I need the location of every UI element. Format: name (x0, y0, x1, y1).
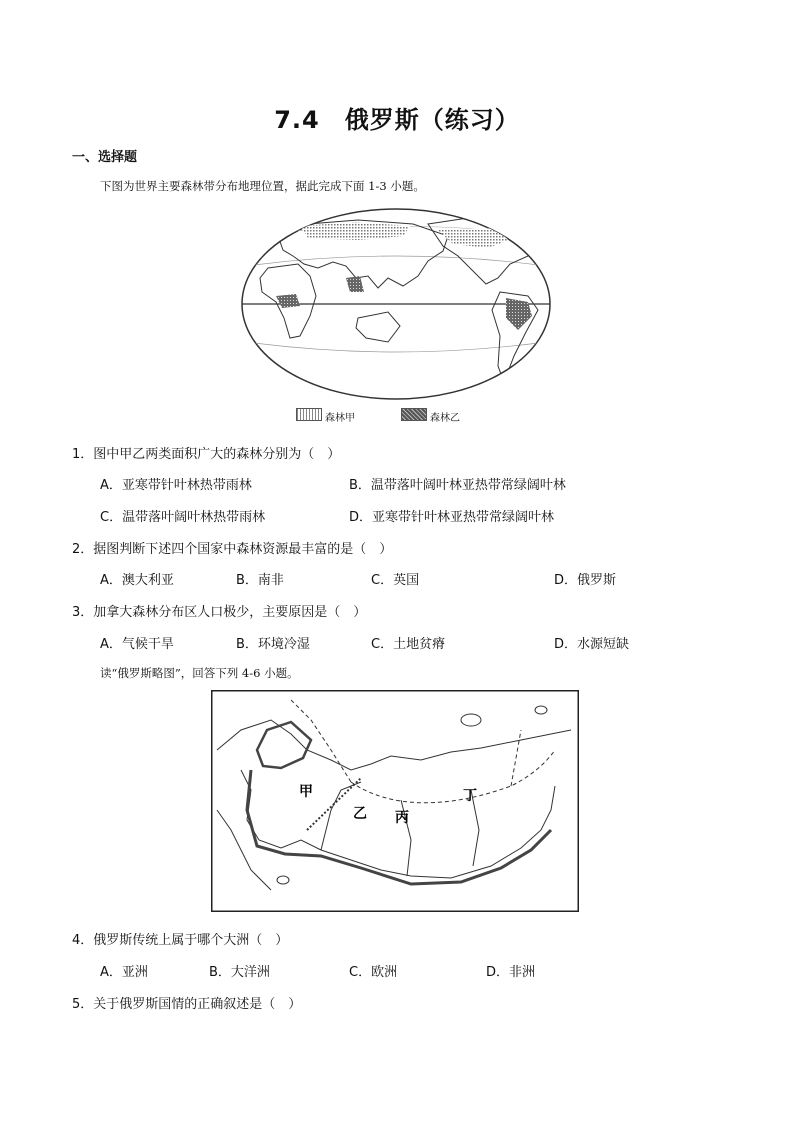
option-4b: B．大洋洲 (209, 965, 270, 980)
legend-swatch-forest-a (296, 408, 322, 421)
option-2a: A．澳大利亚 (100, 573, 174, 588)
intro-text-1: 下图为世界主要森林带分布地理位置，据此完成下面 1-3 小题。 (100, 179, 425, 193)
world-forest-map (238, 206, 554, 402)
option-3a: A．气候干旱 (100, 637, 174, 652)
option-4a: A．亚洲 (100, 965, 148, 980)
question-1: 1．图中甲乙两类面积广大的森林分别为（ ） (72, 447, 341, 462)
map-label-yi: 乙 (353, 806, 367, 822)
question-3: 3．加拿大森林分布区人口极少，主要原因是（ ） (72, 605, 367, 620)
option-4d: D．非洲 (486, 965, 536, 980)
map-label-ding: 丁 (463, 788, 477, 804)
option-1c: C．温带落叶阔叶林热带雨林 (100, 510, 266, 525)
intro-text-2: 读“俄罗斯略图”，回答下列 4-6 小题。 (100, 666, 299, 680)
option-1a: A．亚寒带针叶林热带雨林 (100, 478, 252, 493)
option-2c: C．英国 (371, 573, 420, 588)
legend-label-forest-b: 森林乙 (430, 413, 460, 424)
option-4c: C．欧洲 (349, 965, 398, 980)
option-1b: B．温带落叶阔叶林亚热带常绿阔叶林 (349, 478, 566, 493)
legend-swatch-forest-b (401, 408, 427, 421)
russia-sketch-map (211, 690, 579, 912)
legend-label-forest-a: 森林甲 (325, 413, 355, 424)
option-2d: D．俄罗斯 (554, 573, 617, 588)
section-heading: 一、选择题 (72, 150, 138, 165)
option-3c: C．土地贫瘠 (371, 637, 446, 652)
page-title: 7.4 俄罗斯（练习） (274, 106, 520, 134)
question-2: 2．据图判断下述四个国家中森林资源最丰富的是（ ） (72, 542, 393, 557)
map-label-bing: 丙 (395, 810, 409, 826)
map-label-jia: 甲 (299, 784, 313, 800)
option-3b: B．环境冷湿 (236, 637, 310, 652)
question-4: 4．俄罗斯传统上属于哪个大洲（ ） (72, 933, 289, 948)
question-5: 5．关于俄罗斯国情的正确叙述是（ ） (72, 997, 302, 1012)
option-3d: D．水源短缺 (554, 637, 630, 652)
option-1d: D．亚寒带针叶林亚热带常绿阔叶林 (349, 510, 555, 525)
option-2b: B．南非 (236, 573, 284, 588)
